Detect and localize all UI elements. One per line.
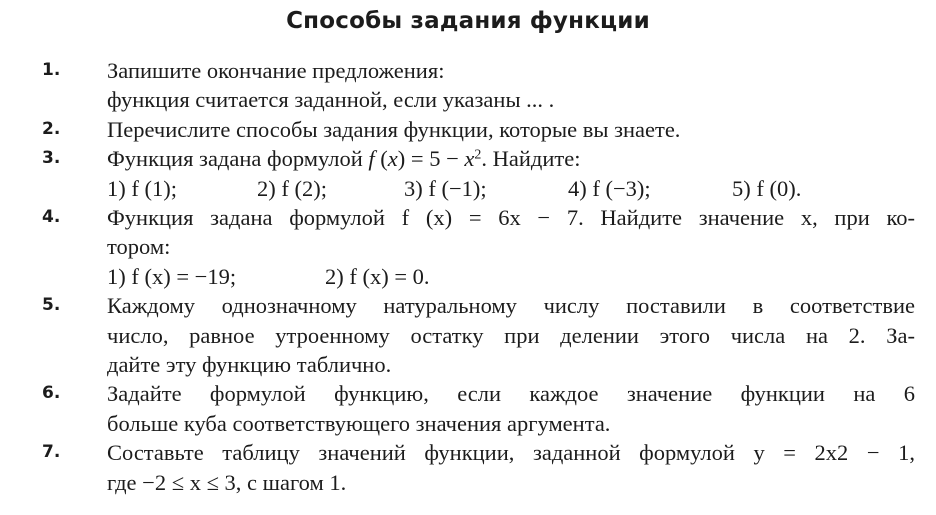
- task-line: число, равное утроенному остатку при делении этого числа на 2. За-: [107, 322, 915, 348]
- task-number: 2.: [42, 118, 61, 139]
- task-line: тором:: [107, 234, 171, 260]
- page-title: Способы задания функции: [286, 8, 650, 34]
- task-option: 5) f (0).: [732, 175, 802, 201]
- task-line: Функция задана формулой f (x) = 6x − 7. Найдите значение x, при ко-: [107, 205, 915, 230]
- task-line: дайте эту функцию таблично.: [107, 351, 392, 377]
- task-option: 2) f (x) = 0.: [325, 263, 430, 289]
- task-options: [107, 262, 915, 291]
- task-options: [107, 174, 915, 203]
- task-option: 1) f (1);: [107, 175, 177, 201]
- task-number: 1.: [42, 60, 61, 80]
- task-line-formula: Функция задана формулой f $(x) = 5 - x^2$. Найдите:: [107, 146, 581, 172]
- task-line: где −2 ≤ x ≤ 3, с шагом 1.: [107, 469, 347, 495]
- task-number: 5.: [42, 295, 61, 316]
- task-number: 7.: [42, 442, 61, 463]
- task-line: Задайте формулой функцию, если каждое значение функции на 6: [107, 381, 915, 407]
- task-line: больше куба соответствующего значения аргумента.: [107, 410, 611, 436]
- task-option: 1) f (x) = −19;: [107, 263, 237, 289]
- task-line: функция считается заданной, если указаны ... .: [107, 87, 555, 113]
- task-option: 2) f (2);: [257, 175, 327, 201]
- task-number: 3.: [42, 148, 61, 169]
- task-line: Запишите окончание предложения:: [107, 58, 445, 83]
- task-line: Каждому однозначному натуральному числу поставили в соответствие: [107, 293, 915, 319]
- task-number: 6.: [42, 383, 61, 404]
- task-option: 3) f (−1);: [404, 175, 487, 201]
- task-option: 4) f (−3);: [568, 175, 651, 201]
- task-number: 4.: [42, 207, 61, 227]
- task-line: Перечислите способы задания функции, которые вы знаете.: [107, 116, 681, 142]
- task-line: Составьте таблицу значений функции, заданной формулой y = 2x2 − 1,: [107, 440, 915, 466]
